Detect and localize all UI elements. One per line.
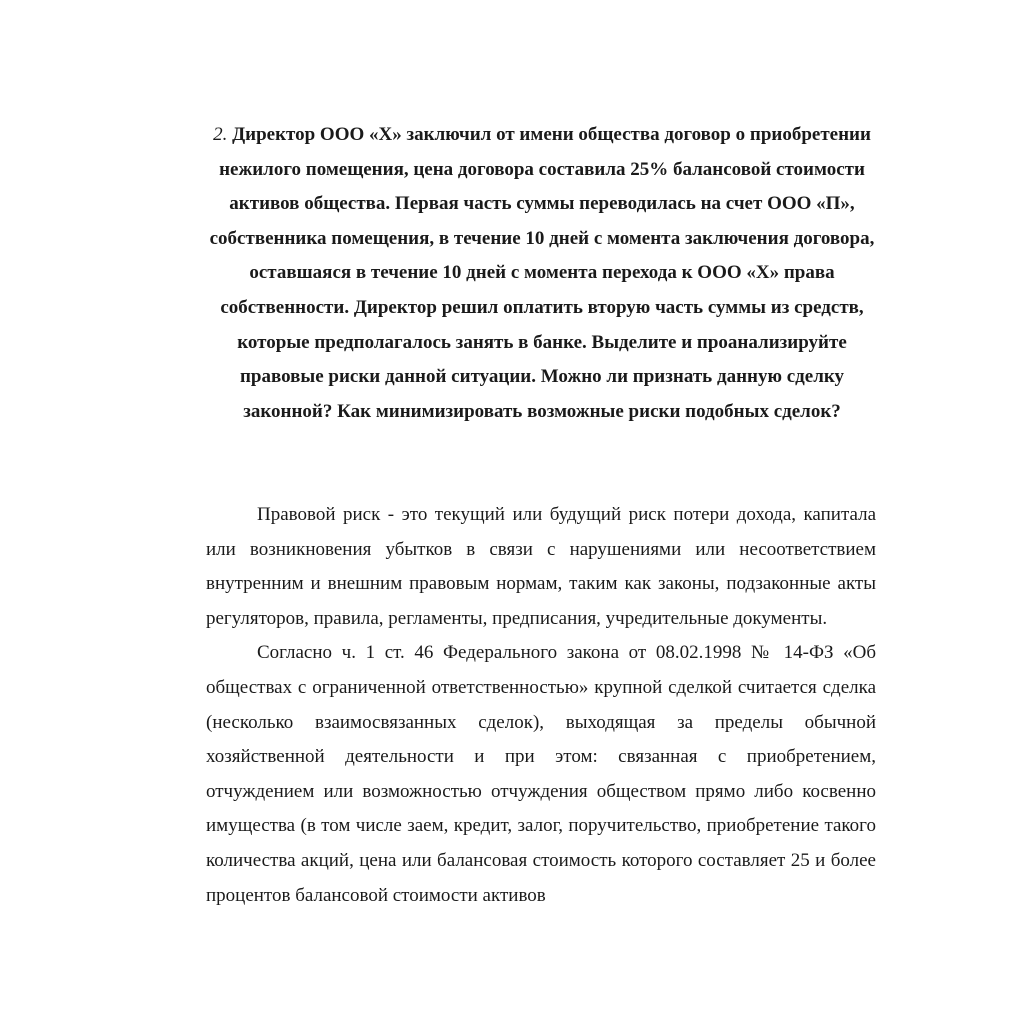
paragraph-major-transaction-law: Согласно ч. 1 ст. 46 Федерального закона от 08.02.1998 № 14-ФЗ «Об обществах с ограниченной ответственностью» крупной сделкой считается сделка (несколько взаимосвязанных сделок), выходящая за пределы обычной хозяйственной деятельности и при этом: связанная с приобретением, отчуждением или возможностью отчуждения обществом прямо либо косвенно имущества (в том числе заем, кредит, залог, поручительство, приобретение такого количества акций, цена или балансовая стоимость которого составляет 25 и более процентов балансовой стоимости активов [206,642,876,906]
task-text: Директор ООО «Х» заключил от имени общества договор о приобретении нежилого помещения, цена договора составила 25% балансовой стоимости активов общества. Первая часть суммы переводилась на счет ООО «П», собственника помещения, в течение 10 дней с момента заключения договора, оставшаяся в течение 10 дней с момента перехода к ООО «Х» права собственности. Директор решил оплатить вторую часть суммы из средств, которые предполагалось занять в банке. Выделите и проанализируйте правовые риски данной ситуации. Можно ли признать данную сделку законной? Как минимизировать возможные риски подобных сделок? [209,124,875,422]
answer-text [206,498,876,913]
task-number: 2. [213,124,228,145]
task-statement [200,118,884,429]
paragraph-legal-risk-definition: Правовой риск - это текущий или будущий риск потери дохода, капитала или возникновения убытков в связи с нарушениями или несоответствием внутренним и внешним правовым нормам, таким как законы, подзаконные акты регуляторов, правила, регламенты, предписания, учредительные документы. [206,504,876,629]
